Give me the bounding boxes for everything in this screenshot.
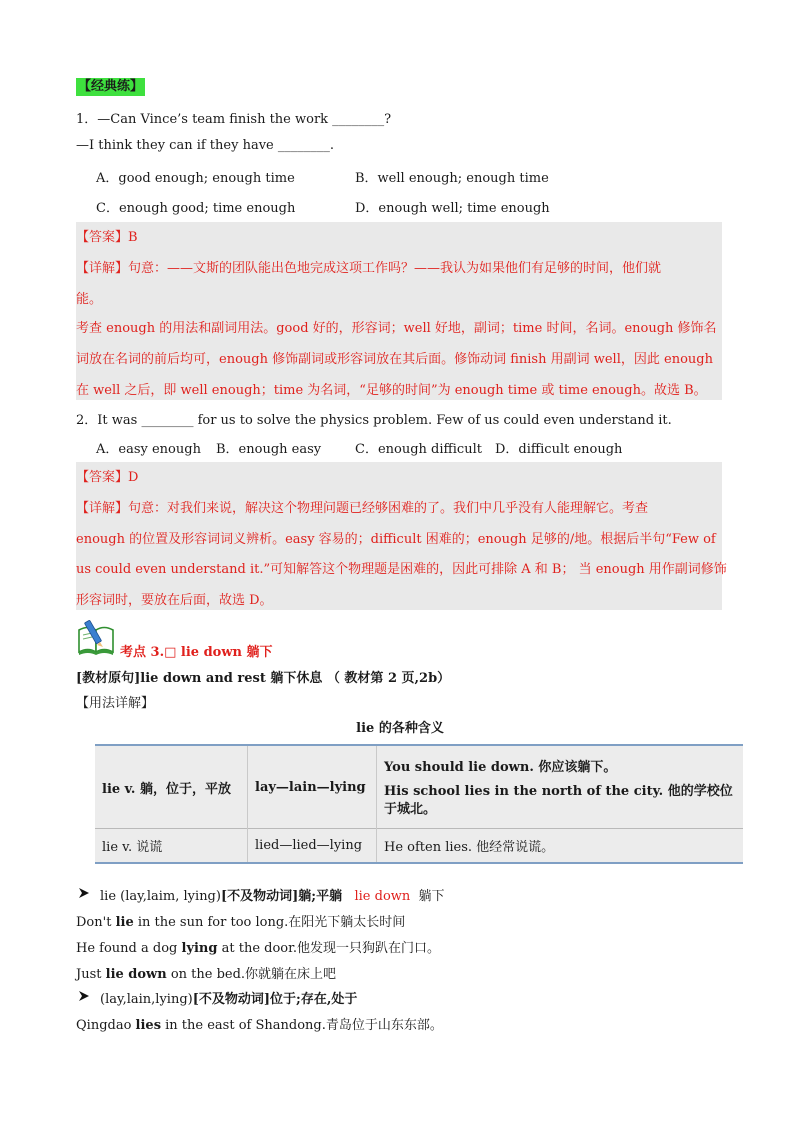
arrow-bullet-icon	[78, 887, 90, 902]
q1-detail-line: 在 well 之后，即 well enough；time 为名词，“足够的时间”为 enough time 或 time enough。故选 B。	[76, 383, 707, 398]
example-text: at the door.他发现一只狗趴在门口。	[217, 941, 441, 956]
example-line	[76, 963, 336, 982]
q2-option-b: B．enough easy	[216, 442, 322, 457]
table-example: He often lies. 他经常说谎。	[384, 840, 555, 855]
example-line	[76, 1014, 443, 1033]
table-title: lie 的各种含义	[356, 721, 444, 736]
q2-detail-line: enough 的位置及形容词词义辨析。easy 容易的；difficult 困难的；enough 足够的/地。根据后半句“Few of	[76, 532, 716, 547]
bullet1-bold: [不及物动词]躺;平躺	[220, 889, 343, 904]
kaodian-heading: 考点 3.□ lie down 躺下	[120, 645, 273, 660]
example-text: Don't	[76, 915, 116, 930]
bullet1-suffix: 躺下	[418, 889, 445, 904]
arrow-bullet-icon	[78, 990, 90, 1005]
example-text: Just	[76, 967, 106, 982]
q2-detail-line: 形容词时，要放在后面，故选 D。	[76, 593, 273, 608]
q2-option-a: A．easy enough	[96, 442, 201, 457]
table-cell-meaning: lie v. 说谎	[95, 829, 248, 864]
example-line	[76, 937, 440, 956]
source-sentence: [教材原句]lie down and rest 躺下休息 （ 教材第 2 页,2b）	[76, 671, 451, 686]
q1-stem2: —I think they can if they have ________.	[76, 138, 335, 153]
example-keyword: lie down	[105, 967, 167, 982]
example-text: in the sun for too long.在阳光下躺太长时间	[133, 915, 406, 930]
q1-option-c: C．enough good; time enough	[96, 201, 296, 216]
q2-stem: 2．It was ________ for us to solve the physics problem. Few of us could even understand it.	[76, 413, 672, 428]
table-example: You should lie down. 你应该躺下。	[384, 759, 617, 775]
example-text: Qingdao	[76, 1018, 136, 1033]
table-row	[95, 829, 743, 864]
q2-answer: 【答案】D	[76, 470, 139, 485]
example-text: He found a dog	[76, 941, 182, 956]
q1-option-a: A．good enough; enough time	[96, 171, 295, 186]
bullet2-prefix: (lay,lain,lying)	[100, 992, 193, 1007]
table-cell-examples	[377, 745, 744, 829]
q1-option-d: D．enough well; time enough	[355, 201, 550, 216]
q1-answer-block	[76, 222, 722, 400]
q1-answer: 【答案】B	[76, 230, 138, 245]
lie-meaning-table	[95, 744, 743, 864]
bullet2-bold: [不及物动词]位于;存在,处于	[192, 992, 358, 1007]
q1-detail-line: 【详解】句意：——文斯的团队能出色地完成这项工作吗？——我认为如果他们有足够的时间，他们就	[76, 261, 662, 276]
q2-option-c: C．enough difficult	[355, 442, 482, 457]
bullet2-line	[100, 988, 357, 1007]
bullet1-red: lie down	[354, 889, 411, 904]
q1-stem: 1．—Can Vince’s team finish the work ________?	[76, 112, 392, 127]
bullet1-line	[100, 885, 445, 904]
q1-detail-line: 词放在名词的前后均可，enough 修饰副词或形容词放在其后面。修饰动词 finish 用副词 well，因此 enough	[76, 352, 713, 367]
q1-option-b: B．well enough; enough time	[355, 171, 549, 186]
q2-answer-block	[76, 462, 727, 610]
example-keyword: lie	[115, 915, 134, 930]
example-keyword: lies	[135, 1018, 162, 1033]
q2-detail-line: us could even understand it.”可知解答这个物理题是困难的，因此可排除 A 和 B； 当 enough 用作副词修饰	[76, 562, 727, 577]
example-text: in the east of Shandong.青岛位于山东东部。	[161, 1018, 443, 1033]
table-example: His school lies in the north of the city. 他的学校位于城北。	[384, 783, 733, 817]
usage-heading: 【用法详解】	[76, 696, 155, 711]
table-row	[95, 745, 743, 829]
example-line	[76, 911, 405, 930]
q1-detail-line: 能。	[76, 292, 103, 307]
table-cell-forms: lay—lain—lying	[248, 745, 377, 829]
bullet1-prefix: lie (lay,laim, lying)	[100, 889, 221, 904]
q1-detail-line: 考查 enough 的用法和副词用法。good 好的，形容词；well 好地，副词；time 时间，名词。enough 修饰名	[76, 321, 717, 336]
table-cell-meaning: lie v. 躺，位于，平放	[95, 745, 248, 829]
book-pencil-icon	[76, 618, 116, 656]
table-cell-examples	[377, 829, 744, 864]
q2-detail-line: 【详解】句意：对我们来说，解决这个物理问题已经够困难的了。我们中几乎没有人能理解它。考查	[76, 501, 649, 516]
section-tag: 【经典练】	[78, 79, 144, 94]
q2-option-d: D．difficult enough	[495, 442, 623, 457]
example-text: on the bed.你就躺在床上吧	[166, 967, 337, 982]
example-keyword: lying	[181, 941, 218, 956]
table-cell-forms: lied—lied—lying	[248, 829, 377, 864]
